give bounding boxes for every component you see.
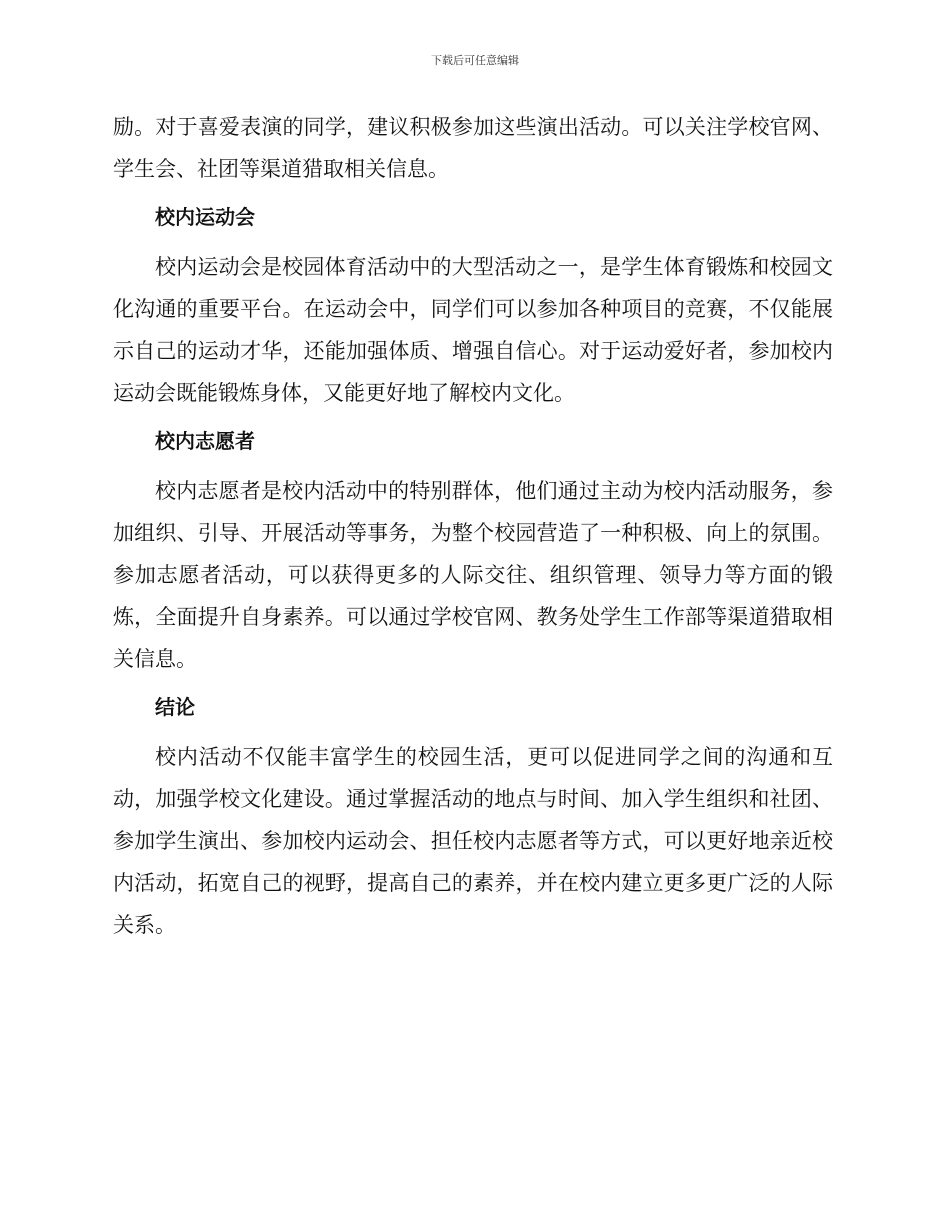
section-volunteers — [113, 424, 833, 680]
section-sports-meet — [113, 200, 833, 414]
section-paragraph: 校内活动不仅能丰富学生的校园生活，更可以促进同学之间的沟通和互动，加强学校文化建设。通过掌握活动的地点与时间、加入学生组织和社团、参加学生演出、参加校内运动会、担任校内志愿者等方式，可以更好地亲近校内活动，拓宽自己的视野，提高自己的素养，并在校内建立更多更广泛的人际关系。 — [113, 745, 833, 937]
section-paragraph: 校内运动会是校园体育活动中的大型活动之一，是学生体育锻炼和校园文化沟通的重要平台。在运动会中，同学们可以参加各种项目的竞赛，不仅能展示自己的运动才华，还能加强体质、增强自信心。对于运动爱好者，参加校内运动会既能锻炼身体，又能更好地了解校内文化。 — [113, 255, 833, 405]
section-paragraph: 校内志愿者是校内活动中的特别群体，他们通过主动为校内活动服务，参加组织、引导、开展活动等事务，为整个校园营造了一种积极、向上的氛围。参加志愿者活动，可以获得更多的人际交往、组织管理、领导力等方面的锻炼，全面提升自身素养。可以通过学校官网、教务处学生工作部等渠道猎取相关信息。 — [113, 479, 833, 671]
section-heading: 校内志愿者 — [155, 429, 255, 453]
section-heading: 校内运动会 — [155, 205, 255, 229]
section-heading: 结论 — [155, 695, 195, 719]
section-conclusion — [113, 690, 833, 946]
page-header-note: 下载后可任意编辑 — [431, 54, 519, 67]
document-body — [113, 106, 833, 946]
intro-paragraph: 励。对于喜爱表演的同学，建议积极参加这些演出活动。可以关注学校官网、学生会、社团等渠道猎取相关信息。 — [113, 115, 833, 181]
